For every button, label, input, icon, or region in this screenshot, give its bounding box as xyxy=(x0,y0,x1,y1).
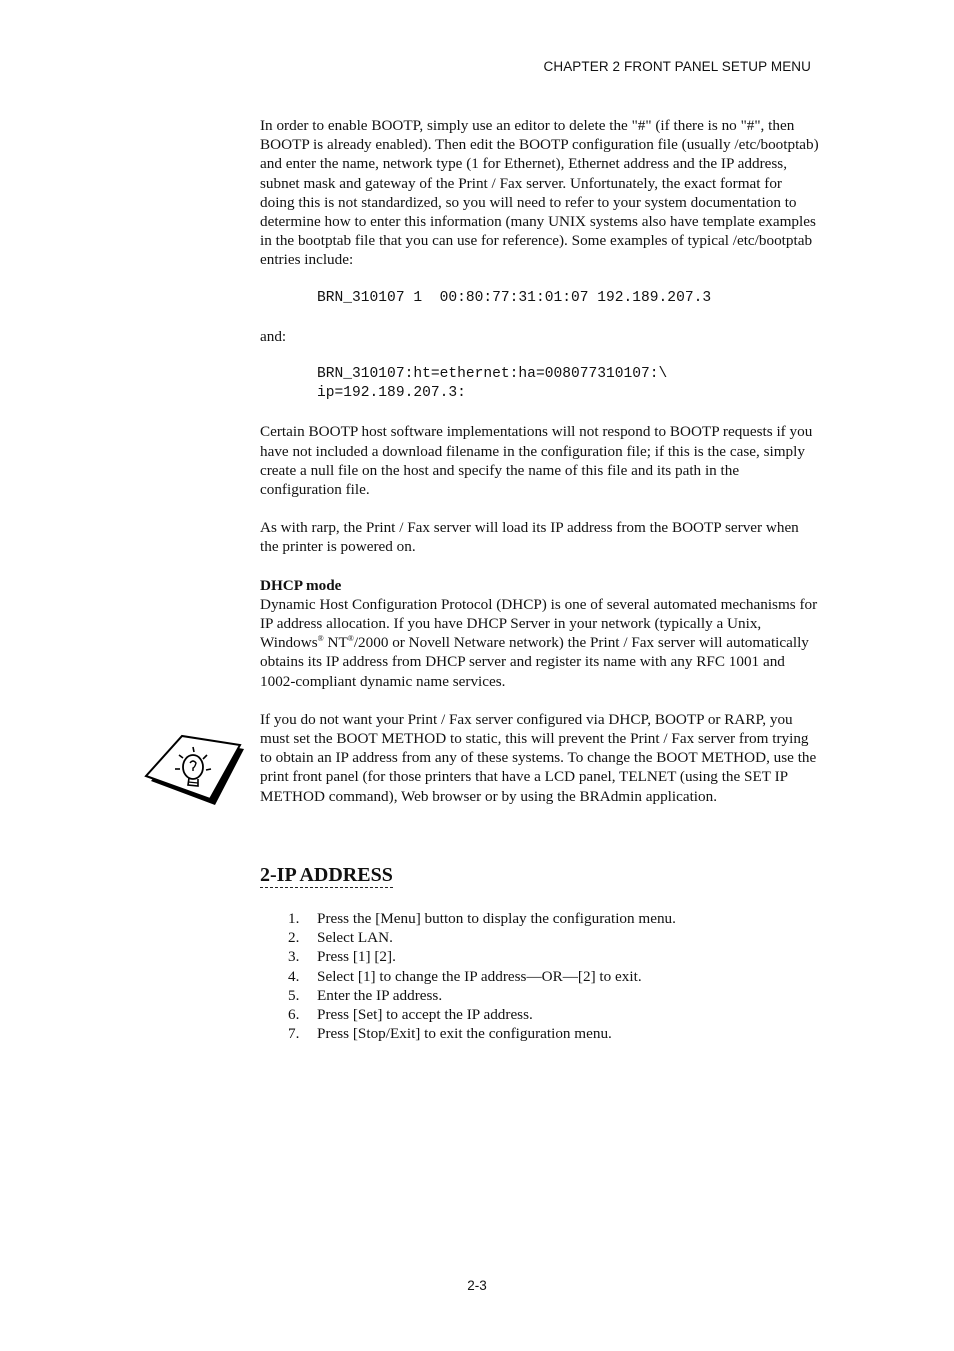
step-number: 7. xyxy=(288,1025,300,1043)
page-number: 2-3 xyxy=(467,1278,487,1293)
dhcp-text-part2: NT xyxy=(323,634,348,652)
list-item xyxy=(260,947,820,966)
step-number: 5. xyxy=(288,986,300,1004)
step-number: 3. xyxy=(288,948,300,966)
step-text: Select LAN. xyxy=(317,929,393,947)
step-number: 2. xyxy=(288,929,300,947)
section-heading: 2-IP ADDRESS xyxy=(260,863,393,886)
dhcp-text-part3: /2000 or Novell Netware network) the Print / Fax server will automatically obtains its IP address from DHCP server and register its name with any RFC 1001 and 1002-compliant dynamic name services. xyxy=(260,634,809,690)
dhcp-text-part1: Dynamic Host Configuration Protocol (DHCP) is one of several automated mechanisms for IP address allocation. If you have DHCP Server in your network (typically a Unix, Windows xyxy=(260,595,818,652)
step-text: Enter the IP address. xyxy=(317,986,443,1004)
code-line-1: BRN_310107:ht=ethernet:ha=008077310107:\ xyxy=(317,366,668,383)
bootptab-example-1: BRN_310107 1 00:80:77:31:01:07 192.189.207.3 xyxy=(317,289,712,306)
lightbulb-note-icon xyxy=(143,733,245,809)
step-number: 4. xyxy=(288,967,300,985)
page-content xyxy=(260,116,820,1043)
step-text: Select [1] to change the IP address—OR—[2] to exit. xyxy=(317,967,642,985)
step-number: 6. xyxy=(288,1005,300,1023)
step-text: Press [1] [2]. xyxy=(317,948,396,966)
ip-address-steps xyxy=(260,909,820,1043)
list-item xyxy=(260,1024,820,1043)
and-text: and: xyxy=(260,327,287,345)
code-line-2: ip=192.189.207.3: xyxy=(317,385,466,402)
step-number: 1. xyxy=(288,909,300,927)
list-item xyxy=(260,909,820,928)
bootp-intro-paragraph: In order to enable BOOTP, simply use an editor to delete the "#" (if there is no "#", then BOOTP is already enabled). Then edit the BOOTP configuration file (usually /etc/bootptab) and enter the name, network type (1 for Ethernet), Ethernet address and the IP address, subnet mask and gateway of the Print / Fax server. Unfortunately, the exact format for doing this is not standardized, so you will need to refer to your system documentation to determine how to enter this information (many UNIX systems also have template examples in the bootptab file that you can use for reference). Some examples of typical /etc/bootptab entries include: xyxy=(260,117,819,269)
list-item xyxy=(260,986,820,1005)
bootp-filename-paragraph: Certain BOOTP host software implementations will not respond to BOOTP requests if you have not included a download filename in the configuration file; if this is the case, simply create a null file on the host and specify the name of this file and its path in the configuration file. xyxy=(260,423,813,499)
registered-mark: ® xyxy=(347,634,354,644)
bootptab-example-2 xyxy=(317,365,820,403)
list-item xyxy=(260,967,820,986)
list-item xyxy=(260,1005,820,1024)
step-text: Press [Set] to accept the IP address. xyxy=(317,1005,533,1023)
tip-paragraph: If you do not want your Print / Fax server configured via DHCP, BOOTP or RARP, you must set the BOOT METHOD to static, this will prevent the Print / Fax server from trying to obtain an IP address from any of these systems. To change the BOOT METHOD, use the print front panel (for those printers that have a LCD panel, TELNET (using the SET IP METHOD command), Web browser or by using the BRAdmin application. xyxy=(260,710,817,805)
chapter-header: CHAPTER 2 FRONT PANEL SETUP MENU xyxy=(543,59,811,74)
dhcp-paragraph xyxy=(260,595,820,691)
dhcp-mode-title: DHCP mode xyxy=(260,576,342,594)
registered-mark: ® xyxy=(317,634,324,644)
rarp-paragraph: As with rarp, the Print / Fax server will load its IP address from the BOOTP server when the printer is powered on. xyxy=(260,519,799,556)
step-text: Press the [Menu] button to display the configuration menu. xyxy=(317,909,676,927)
list-item xyxy=(260,928,820,947)
step-text: Press [Stop/Exit] to exit the configuration menu. xyxy=(317,1025,612,1043)
